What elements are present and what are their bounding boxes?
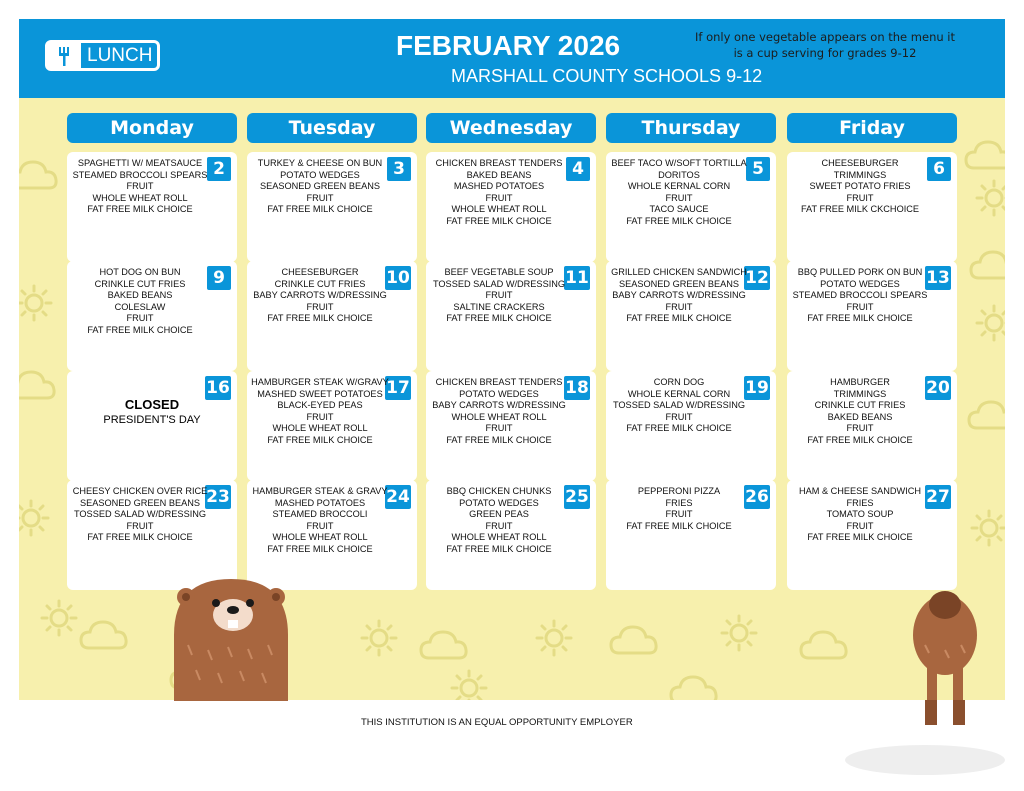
menu-item: FAT FREE MILK CHOICE	[267, 313, 373, 324]
menu-item: CHICKEN BREAST TENDERS	[435, 158, 563, 168]
menu-item: WHOLE WHEAT ROLL	[272, 423, 368, 434]
menu-items	[426, 486, 572, 556]
menu-item: BABY CARROTS W/DRESSING	[253, 290, 387, 301]
menu-cell	[247, 371, 417, 481]
menu-item: WHOLE WHEAT ROLL	[451, 532, 547, 543]
day-number: 18	[565, 378, 589, 398]
menu-item: FRUIT	[665, 301, 693, 312]
menu-item: FAT FREE MILK CHOICE	[626, 520, 732, 531]
menu-items	[787, 486, 933, 544]
day-number: 12	[745, 268, 769, 288]
menu-cell	[787, 371, 957, 481]
menu-item: WHOLE WHEAT ROLL	[92, 192, 188, 203]
menu-item: POTATO WEDGES	[459, 497, 539, 508]
menu-cell	[787, 152, 957, 262]
day-number: 26	[745, 487, 769, 507]
menu-item: FAT FREE MILK CHOICE	[626, 313, 732, 324]
menu-item: GRILLED CHICKEN SANDWICH	[611, 267, 747, 277]
menu-cell	[787, 261, 957, 371]
groundhog-right-illustration	[825, 575, 1024, 785]
menu-cell	[67, 152, 237, 262]
menu-item: CORN DOG	[653, 377, 705, 387]
closed-notice	[67, 397, 237, 427]
menu-item: CHEESY CHICKEN OVER RICE	[72, 486, 208, 496]
menu-item: POTATO WEDGES	[459, 388, 539, 399]
menu-items	[67, 486, 213, 544]
menu-item: FAT FREE MILK CHOICE	[807, 434, 913, 445]
lunch-logo	[45, 40, 160, 71]
menu-item: BBQ PULLED PORK ON BUN	[797, 267, 923, 277]
day-number: 25	[565, 487, 589, 507]
menu-item: TURKEY & CHEESE ON BUN	[257, 158, 383, 168]
menu-item: SEASONED GREEN BEANS	[80, 497, 200, 508]
menu-item: FAT FREE MILK CHOICE	[807, 313, 913, 324]
menu-item: TOSSED SALAD W/DRESSING	[73, 509, 207, 520]
menu-item: FAT FREE MILK CHOICE	[626, 215, 732, 226]
menu-item: POTATO WEDGES	[280, 169, 360, 180]
menu-item: FAT FREE MILK CKCHOICE	[800, 204, 920, 215]
menu-item: FRUIT	[846, 520, 874, 531]
menu-item: FRIES	[665, 497, 693, 508]
menu-cell	[247, 480, 417, 590]
header-banner	[19, 19, 1005, 98]
menu-cell	[787, 480, 957, 590]
menu-item: FRUIT	[306, 520, 334, 531]
menu-items	[247, 486, 393, 556]
menu-cell	[67, 261, 237, 371]
menu-item: BAKED BEANS	[107, 290, 173, 301]
menu-items	[426, 377, 572, 447]
menu-cell	[426, 261, 596, 371]
menu-item: TRIMMINGS	[833, 388, 887, 399]
menu-item: HAMBURGER STEAK W/GRAVY	[251, 377, 389, 387]
menu-item: WHOLE KERNAL CORN	[627, 181, 731, 192]
vegetable-note: If only one vegetable appears on the menu it is a cup serving for grades 9-12	[694, 30, 956, 60]
logo-label: LUNCH	[87, 45, 153, 66]
menu-items	[606, 377, 752, 435]
menu-item: MASHED SWEET POTATOES	[257, 388, 383, 399]
menu-item: CHEESEBURGER	[821, 158, 899, 168]
menu-item: HAMBURGER STEAK & GRAVY	[252, 486, 388, 496]
menu-item: FAT FREE MILK CHOICE	[87, 204, 193, 215]
menu-item: FRUIT	[306, 301, 334, 312]
menu-item: BAKED BEANS	[466, 169, 532, 180]
menu-item: STEAMED BROCCOLI SPEARS	[792, 290, 928, 301]
menu-item: FAT FREE MILK CHOICE	[446, 215, 552, 226]
menu-cell	[67, 480, 237, 590]
day-number: 3	[387, 157, 411, 181]
menu-item: FAT FREE MILK CHOICE	[267, 434, 373, 445]
menu-items	[606, 486, 752, 532]
menu-item: HOT DOG ON BUN	[99, 267, 181, 277]
day-number: 10	[386, 268, 410, 288]
menu-cell	[426, 480, 596, 590]
menu-item: FAT FREE MILK CHOICE	[267, 543, 373, 554]
menu-item: TOMATO SOUP	[826, 509, 894, 520]
menu-item: FRUIT	[665, 411, 693, 422]
menu-cell	[606, 371, 776, 481]
footer-note: THIS INSTITUTION IS AN EQUAL OPPORTUNITY EMPLOYER	[361, 717, 633, 728]
menu-item: FAT FREE MILK CHOICE	[626, 423, 732, 434]
page-subtitle: MARSHALL COUNTY SCHOOLS 9-12	[451, 66, 763, 86]
menu-item: STEAMED BROCCOLI	[272, 509, 368, 520]
menu-item: CRINKLE CUT FRIES	[274, 278, 366, 289]
menu-items	[606, 267, 752, 325]
menu-item: FRUIT	[485, 520, 513, 531]
menu-item: FRUIT	[306, 192, 334, 203]
menu-item: CHEESEBURGER	[281, 267, 359, 277]
menu-item: WHOLE WHEAT ROLL	[272, 532, 368, 543]
menu-item: TACO SAUCE	[649, 204, 709, 215]
menu-item: GREEN PEAS	[469, 509, 529, 520]
day-number: 16	[206, 378, 230, 398]
menu-item: FRUIT	[665, 192, 693, 203]
menu-items	[426, 267, 572, 325]
menu-item: COLESLAW	[114, 301, 166, 312]
menu-item: HAMBURGER	[830, 377, 890, 387]
menu-items	[247, 267, 393, 325]
menu-item: FAT FREE MILK CHOICE	[446, 313, 552, 324]
menu-item: STEAMED BROCCOLI SPEARS	[72, 169, 208, 180]
day-number: 23	[206, 487, 230, 507]
menu-item: FRUIT	[846, 192, 874, 203]
day-number: 27	[926, 487, 950, 507]
day-header-friday: Friday	[787, 113, 957, 143]
menu-item: FRUIT	[306, 411, 334, 422]
menu-item: SEASONED GREEN BEANS	[619, 278, 739, 289]
menu-item: FRIES	[846, 497, 874, 508]
menu-item: SPAGHETTI W/ MEATSAUCE	[77, 158, 203, 168]
menu-item: FAT FREE MILK CHOICE	[807, 532, 913, 543]
menu-cell	[247, 261, 417, 371]
groundhog-left-illustration	[168, 575, 294, 701]
menu-item: FAT FREE MILK CHOICE	[267, 204, 373, 215]
menu-item: BAKED BEANS	[827, 411, 893, 422]
day-number: 6	[927, 157, 951, 181]
menu-item: WHOLE KERNAL CORN	[627, 388, 731, 399]
day-header-thursday: Thursday	[606, 113, 776, 143]
menu-item: BEEF VEGETABLE SOUP	[444, 267, 554, 277]
day-number: 13	[926, 268, 950, 288]
menu-item: SALTINE CRACKERS	[453, 301, 545, 312]
menu-cell	[426, 371, 596, 481]
menu-item: CHICKEN BREAST TENDERS	[435, 377, 563, 387]
menu-items	[426, 158, 572, 228]
menu-items	[787, 158, 933, 216]
day-header-tuesday: Tuesday	[247, 113, 417, 143]
menu-item: FRUIT	[846, 301, 874, 312]
menu-item: FRUIT	[126, 520, 154, 531]
menu-item: SWEET POTATO FRIES	[809, 181, 911, 192]
menu-item: FRUIT	[846, 423, 874, 434]
holiday-label: PRESIDENT'S DAY	[103, 414, 201, 426]
menu-item: TOSSED SALAD W/DRESSING	[432, 278, 566, 289]
day-number: 20	[926, 378, 950, 398]
menu-cell	[247, 152, 417, 262]
day-number: 17	[386, 378, 410, 398]
menu-item: WHOLE WHEAT ROLL	[451, 411, 547, 422]
menu-item: FRUIT	[126, 313, 154, 324]
menu-items	[67, 158, 213, 216]
day-number: 4	[566, 157, 590, 181]
menu-cell	[67, 371, 237, 481]
menu-item: BEEF TACO W/SOFT TORTILLA	[611, 158, 747, 168]
menu-item: FRUIT	[485, 423, 513, 434]
menu-item: POTATO WEDGES	[820, 278, 900, 289]
menu-items	[787, 377, 933, 447]
menu-cell	[606, 152, 776, 262]
menu-items	[606, 158, 752, 228]
menu-cell	[606, 261, 776, 371]
menu-items	[247, 158, 393, 216]
menu-item: MASHED POTATOES	[274, 497, 366, 508]
day-number: 24	[386, 487, 410, 507]
fork-icon	[48, 43, 81, 68]
menu-cell	[426, 152, 596, 262]
menu-items	[787, 267, 933, 325]
menu-item: SEASONED GREEN BEANS	[260, 181, 380, 192]
menu-items	[247, 377, 393, 447]
day-header-wednesday: Wednesday	[426, 113, 596, 143]
menu-item: FRUIT	[485, 290, 513, 301]
menu-item: FAT FREE MILK CHOICE	[446, 543, 552, 554]
menu-item: FRUIT	[665, 509, 693, 520]
menu-item: CRINKLE CUT FRIES	[94, 278, 186, 289]
menu-item: BABY CARROTS W/DRESSING	[612, 290, 746, 301]
menu-item: BBQ CHICKEN CHUNKS	[446, 486, 552, 496]
menu-items	[67, 267, 213, 337]
menu-item: MASHED POTATOES	[453, 181, 545, 192]
menu-item: FAT FREE MILK CHOICE	[446, 434, 552, 445]
menu-item: FAT FREE MILK CHOICE	[87, 324, 193, 335]
day-number: 11	[565, 268, 589, 288]
menu-item: HAM & CHEESE SANDWICH	[798, 486, 921, 496]
closed-label: CLOSED	[124, 397, 180, 412]
menu-item: BABY CARROTS W/DRESSING	[432, 400, 566, 411]
menu-item: CRINKLE CUT FRIES	[814, 400, 906, 411]
menu-item: BLACK-EYED PEAS	[277, 400, 363, 411]
menu-item: FRUIT	[485, 192, 513, 203]
menu-item: DORITOS	[658, 169, 700, 180]
menu-item: WHOLE WHEAT ROLL	[451, 204, 547, 215]
day-header-monday: Monday	[67, 113, 237, 143]
page-title: FEBRUARY 2026	[396, 30, 621, 61]
menu-cell	[606, 480, 776, 590]
day-number: 9	[207, 266, 231, 290]
day-number: 5	[746, 157, 770, 181]
menu-item: FRUIT	[126, 181, 154, 192]
menu-item: PEPPERONI PIZZA	[637, 486, 721, 496]
menu-item: TRIMMINGS	[833, 169, 887, 180]
day-number: 2	[207, 157, 231, 181]
menu-item: FAT FREE MILK CHOICE	[87, 532, 193, 543]
day-number: 19	[745, 378, 769, 398]
menu-item: TOSSED SALAD W/DRESSING	[612, 400, 746, 411]
